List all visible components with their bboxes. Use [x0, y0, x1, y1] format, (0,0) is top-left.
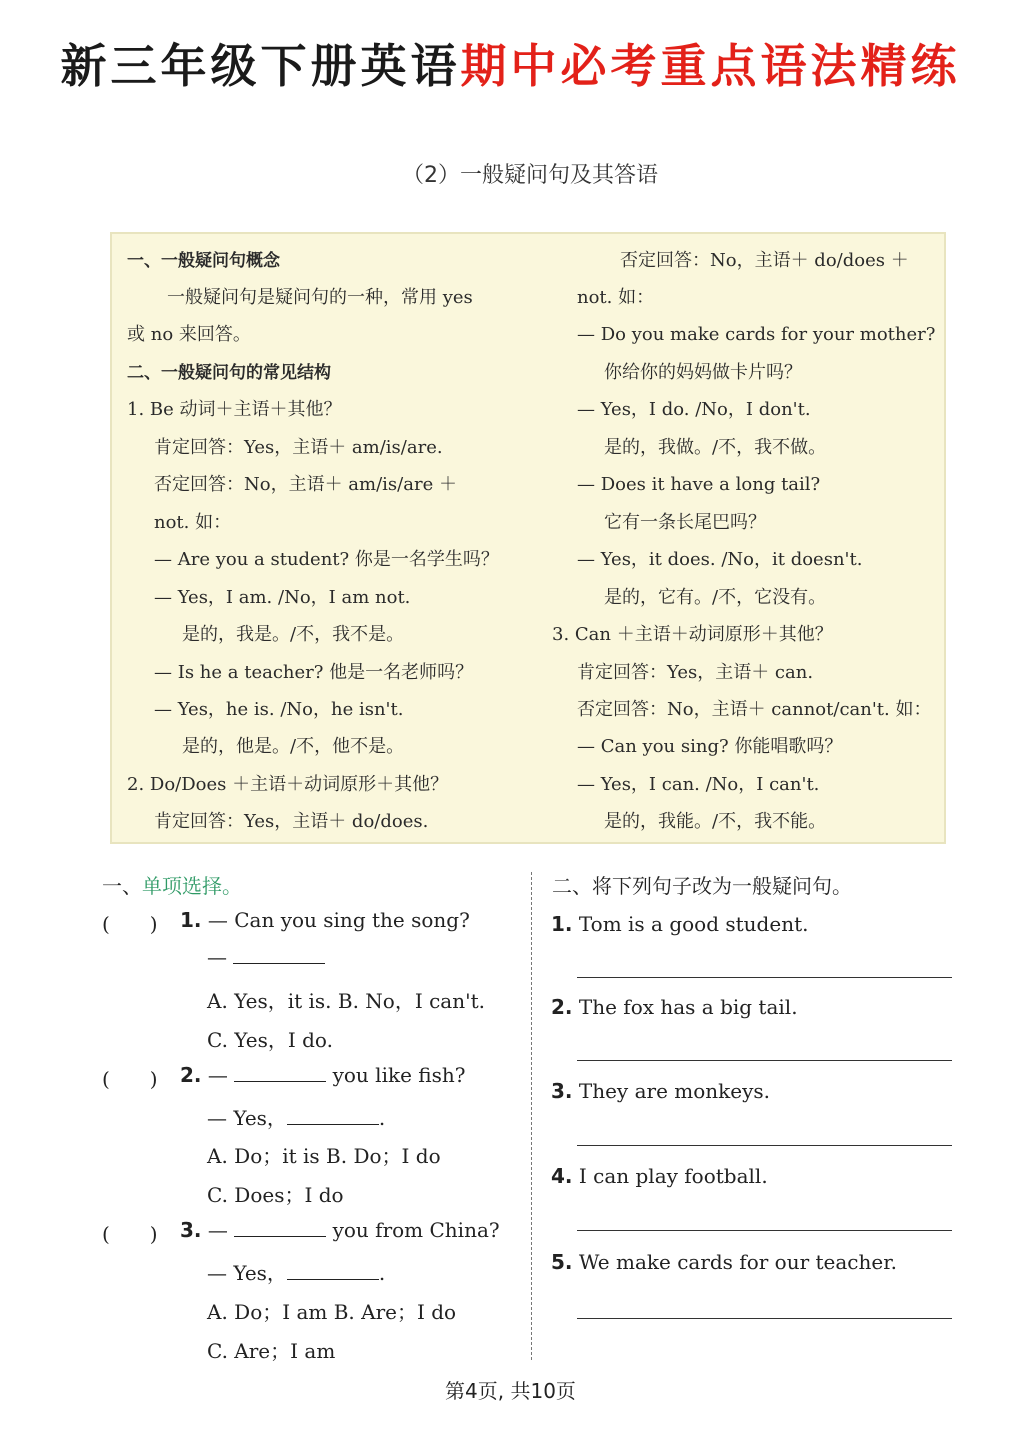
- question-paren[interactable]: ( ): [102, 1067, 158, 1091]
- right-line: 是的，我做。/不，我不做。: [604, 437, 827, 458]
- item-sentence: Tom is a good student.: [578, 912, 809, 936]
- rewrite-item: [551, 1079, 770, 1103]
- answer-blank[interactable]: [287, 1261, 379, 1280]
- left-line: 否定回答：No，主语＋ am/is/are ＋: [154, 474, 457, 495]
- left-line: 2. Do/Does ＋主语＋动词原形＋其他？: [127, 774, 449, 795]
- section2-heading: 二、将下列句子改为一般疑问句。: [552, 874, 852, 898]
- answer-suffix: .: [378, 1106, 386, 1130]
- section1-prefix: 一、: [102, 874, 142, 898]
- answer-suffix: .: [378, 1261, 386, 1285]
- answer-line-row: [207, 1257, 385, 1286]
- right-line: — Do you make cards for your mother?: [577, 324, 936, 345]
- right-line: — Can you sing? 你能唱歌吗？: [577, 736, 843, 757]
- dash: —: [207, 1063, 228, 1087]
- question-text: you like fish?: [332, 1063, 466, 1087]
- answer-writing-line[interactable]: [577, 1145, 952, 1146]
- left-line: 1. Be 动词＋主语＋其他？: [127, 399, 342, 420]
- section-subtitle: （2）一般疑问句及其答语: [402, 163, 658, 188]
- left-line: 是的，他是。/不，他不是。: [182, 736, 405, 757]
- left-line: 肯定回答：Yes，主语＋ do/does.: [154, 811, 429, 832]
- question-paren[interactable]: ( ): [102, 1222, 158, 1246]
- answer-writing-line[interactable]: [577, 1230, 952, 1231]
- question-line: [180, 908, 470, 932]
- right-line: 是的，我能。/不，我不能。: [604, 811, 827, 832]
- right-line: 肯定回答：Yes，主语＋ can.: [577, 662, 814, 683]
- answer-prefix: — Yes，: [207, 1261, 287, 1285]
- answer-prefix: — Yes，: [207, 1106, 287, 1130]
- right-line: — Yes，it does. /No，it doesn't.: [577, 549, 863, 570]
- left-line: — Are you a student? 你是一名学生吗？: [154, 549, 499, 570]
- question-paren[interactable]: ( ): [102, 912, 158, 936]
- left-line: 是的，我是。/不，我不是。: [182, 624, 405, 645]
- options-row: A. Do；it is B. Do；I do: [207, 1144, 441, 1168]
- right-line: 否定回答：No，主语＋ do/does ＋: [620, 250, 909, 271]
- answer-writing-line[interactable]: [577, 977, 952, 978]
- answer-writing-line[interactable]: [577, 1060, 952, 1061]
- concept-heading: 一、一般疑问句概念: [127, 251, 280, 271]
- grammar-notes-box: [110, 232, 946, 844]
- item-number: 4.: [551, 1164, 573, 1188]
- question-number: 2.: [180, 1063, 202, 1087]
- dash: —: [207, 945, 227, 969]
- left-line: — Yes，he is. /No，he isn't.: [154, 699, 404, 720]
- item-sentence: I can play football.: [578, 1164, 768, 1188]
- item-number: 5.: [551, 1250, 573, 1274]
- options-row: A. Do；I am B. Are；I do: [207, 1300, 457, 1324]
- section1-title: 单项选择。: [142, 874, 242, 898]
- answer-blank[interactable]: [234, 1218, 326, 1237]
- right-line: 它有一条长尾巴吗？: [604, 512, 766, 533]
- right-line: — Yes，I can. /No，I can't.: [577, 774, 820, 795]
- answer-blank[interactable]: [234, 1063, 326, 1082]
- title-part-red: 期中必考重点语法精练: [460, 39, 961, 93]
- left-line: 一般疑问句是疑问句的一种，常用 yes: [167, 287, 473, 308]
- question-line: [180, 1063, 465, 1087]
- rewrite-item: [551, 1164, 768, 1188]
- title-part-black: 新三年级下册英语: [60, 39, 461, 93]
- question-number: 1.: [180, 908, 202, 932]
- options-row: C. Does；I do: [207, 1183, 344, 1207]
- question-number: 3.: [180, 1218, 202, 1242]
- right-line: not. 如：: [577, 287, 655, 308]
- page-number: 第4页, 共10页: [445, 1379, 576, 1403]
- item-sentence: We make cards for our teacher.: [578, 1250, 897, 1274]
- options-row: C. Are；I am: [207, 1339, 336, 1363]
- options-row: C. Yes，I do.: [207, 1028, 333, 1052]
- item-sentence: The fox has a big tail.: [578, 995, 798, 1019]
- question-text: — Can you sing the song?: [207, 908, 470, 932]
- left-line: 或 no 来回答。: [127, 324, 251, 345]
- section1-heading: [102, 870, 242, 899]
- left-line: 肯定回答：Yes，主语＋ am/is/are.: [154, 437, 443, 458]
- item-sentence: They are monkeys.: [578, 1079, 771, 1103]
- item-number: 2.: [551, 995, 573, 1019]
- column-divider: [531, 872, 532, 1360]
- answer-writing-line[interactable]: [577, 1318, 952, 1319]
- answer-line-row: [207, 945, 325, 969]
- question-line: [180, 1218, 500, 1242]
- answer-blank[interactable]: [287, 1106, 379, 1125]
- right-line: 你给你的妈妈做卡片吗？: [604, 362, 802, 383]
- structure-heading: 二、一般疑问句的常见结构: [127, 363, 331, 383]
- page-title: [0, 30, 1021, 96]
- right-line: — Does it have a long tail?: [577, 474, 821, 495]
- right-line: 是的，它有。/不，它没有。: [604, 587, 827, 608]
- answer-blank[interactable]: [233, 945, 325, 964]
- options-row: A. Yes，it is. B. No，I can't.: [207, 989, 485, 1013]
- rewrite-item: [551, 912, 808, 936]
- left-line: — Is he a teacher? 他是一名老师吗？: [154, 662, 474, 683]
- left-line: not. 如：: [154, 512, 232, 533]
- item-number: 3.: [551, 1079, 573, 1103]
- right-line: 否定回答：No，主语＋ cannot/can't. 如：: [577, 699, 932, 720]
- answer-line-row: [207, 1102, 385, 1131]
- rewrite-item: [551, 995, 798, 1019]
- left-line: — Yes，I am. /No，I am not.: [154, 587, 411, 608]
- question-text: you from China?: [332, 1218, 500, 1242]
- item-number: 1.: [551, 912, 573, 936]
- right-line: 3. Can ＋主语＋动词原形＋其他？: [552, 624, 833, 645]
- dash: —: [207, 1218, 228, 1242]
- rewrite-item: [551, 1250, 897, 1274]
- right-line: — Yes，I do. /No，I don't.: [577, 399, 811, 420]
